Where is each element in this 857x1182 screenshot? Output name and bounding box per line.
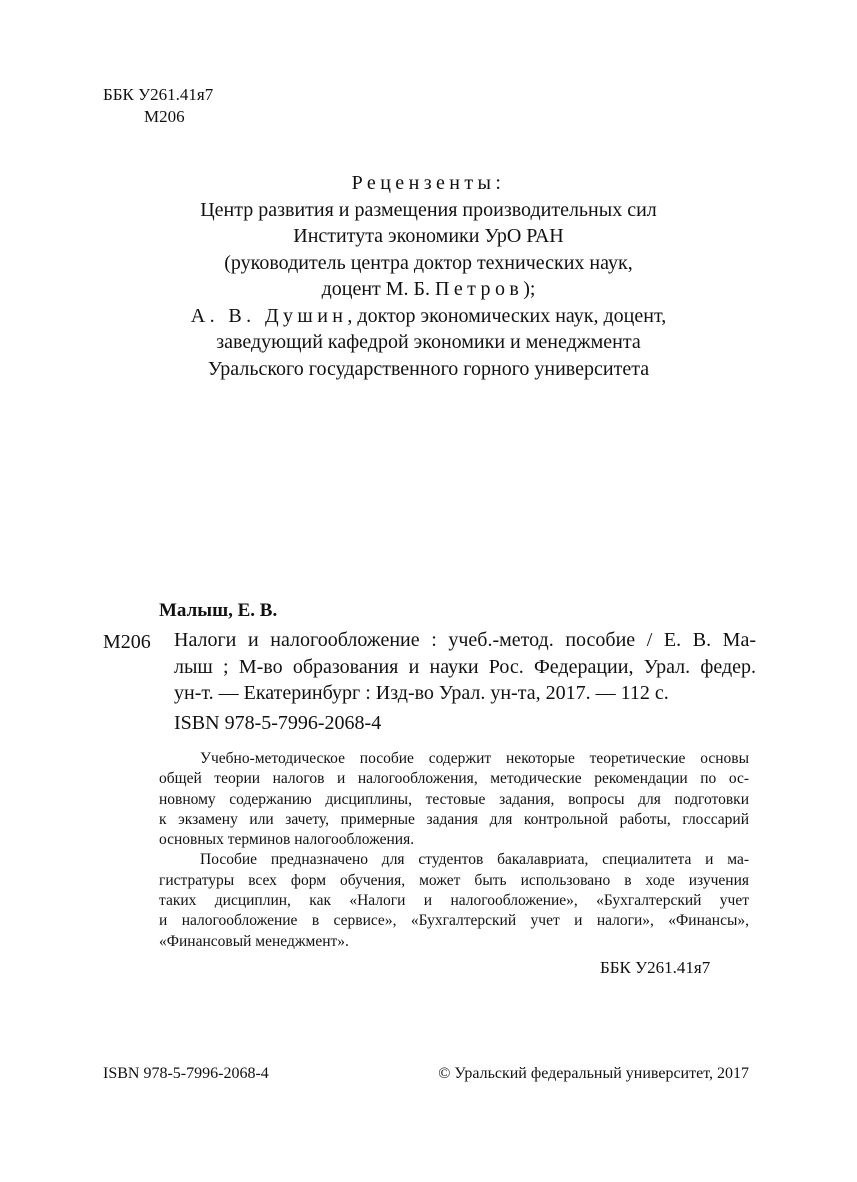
- reviewers-block: [0, 170, 857, 382]
- bbk-code: ББК У261.41я7: [103, 85, 214, 104]
- reviewer-line: Института экономики УрО РАН: [293, 225, 564, 247]
- reviewer-line: заведующий кафедрой экономики и менеджмента: [216, 331, 641, 353]
- bbk-code-bottom: ББК У261.41я7: [600, 958, 711, 977]
- catalog-description: [174, 627, 756, 707]
- abstract-line: к экзамену или зачету, примерные задания для контрольной работы, глоссарий: [159, 810, 749, 828]
- abstract-line: Пособие предназначено для студентов бакалавриата, специалитета и ма-: [200, 851, 749, 869]
- abstract-line: и налогообложение в сервисе», «Бухгалтерский учет и налоги», «Финансы»,: [159, 912, 749, 930]
- abstract-line: основных терминов налогообложения.: [159, 831, 415, 849]
- catalog-line: ун-т. — Екатеринбург : Изд-во Урал. ун-та, 2017. — 112 с.: [174, 682, 669, 704]
- abstract-line: таких дисциплин, как «Налоги и налогообложение», «Бухгалтерский учет: [159, 892, 749, 910]
- reviewer-name-spaced: Петров: [435, 278, 524, 300]
- abstract-line: гистратуры всех форм обучения, может быть использовано в ходе изучения: [159, 871, 749, 889]
- reviewer-line: (руководитель центра доктор технических наук,: [224, 251, 633, 274]
- author-mark: М206: [144, 107, 185, 126]
- reviewer-line: Центр развития и размещения производительных сил: [200, 198, 657, 221]
- catalog-line: Налоги и налогообложение : учеб.-метод. пособие / Е. В. Ма-: [174, 629, 756, 651]
- abstract: [159, 749, 749, 952]
- catalog-author: Малыш, Е. В.: [159, 600, 278, 621]
- catalog-isbn: ISBN 978-5-7996-2068-4: [174, 712, 382, 734]
- catalog-line: лыш ; М-во образования и науки Рос. Федерации, Урал. федер.: [174, 655, 756, 678]
- reviewer-name-spaced: А. В. Душин: [190, 304, 348, 327]
- reviewer-line: Уральского государственного горного университета: [207, 357, 650, 380]
- copyright: © Уральский федеральный университет, 2017: [438, 1065, 749, 1082]
- catalog-code: М206: [103, 631, 151, 653]
- abstract-line: новному содержанию дисциплины, тестовые задания, вопросы для подготовки: [159, 790, 749, 808]
- bbk-block-top: [103, 84, 213, 128]
- abstract-line: общей теории налогов и налогообложения, методические рекомендации по ос-: [159, 770, 749, 788]
- reviewers-heading: Рецензенты:: [351, 172, 506, 194]
- reviewer-line: А. В. Душин, доктор экономических наук, доцент,: [190, 304, 667, 327]
- footer-isbn: ISBN 978-5-7996-2068-4: [103, 1065, 269, 1082]
- abstract-line: Учебно-методическое пособие содержит некоторые теоретические основы: [200, 750, 749, 767]
- reviewer-line: доцент М. Б. Петров);: [321, 278, 536, 300]
- abstract-line: «Финансовый менеджмент».: [159, 932, 349, 950]
